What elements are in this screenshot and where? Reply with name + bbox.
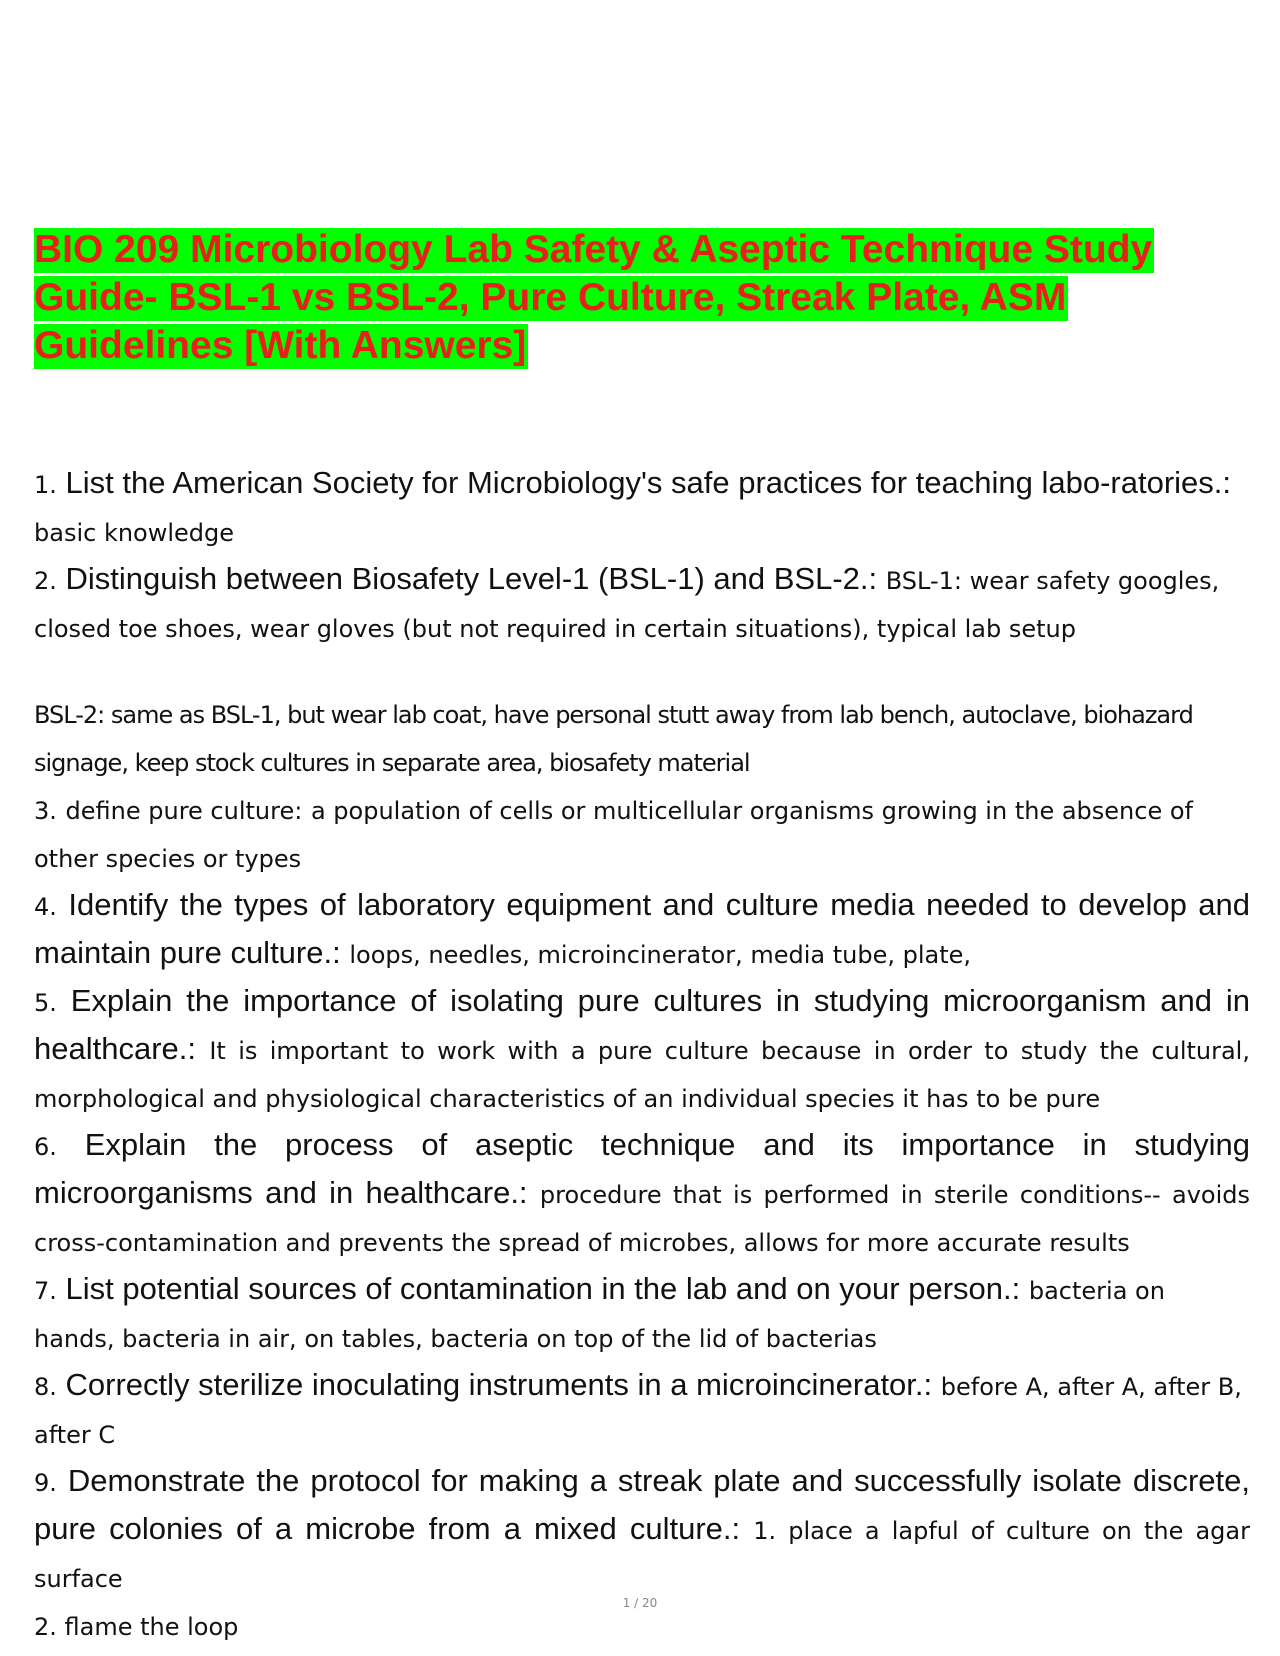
list-item: [34, 460, 1250, 556]
item-number: 7.: [34, 1277, 57, 1305]
item-number: 6.: [34, 1133, 57, 1161]
list-item: [34, 556, 1250, 652]
item-number: 8.: [34, 1373, 57, 1401]
item-answer: loops, needles, microincinerator, media tube, plate,: [349, 941, 971, 969]
item-answer: 1. place a lapful of culture on the agar surface: [34, 1517, 1250, 1593]
item-number: 2.: [34, 567, 57, 595]
question-list: [34, 460, 1250, 1650]
item-question: Identify the types of laboratory equipment and culture media needed to develop and maintain pure culture.:: [34, 887, 1250, 970]
list-item-continuation: [34, 690, 1250, 786]
document-title: [34, 226, 1254, 370]
item-question: Explain the process of aseptic technique and its importance in studying microorganisms and in healthcare.:: [34, 1127, 1250, 1210]
item-question: List the American Society for Microbiology's safe practices for teaching labo-ratories.:: [65, 465, 1232, 500]
list-item: [34, 1362, 1250, 1458]
item-question: List potential sources of contamination in the lab and on your person.:: [65, 1271, 1021, 1306]
item-answer: BSL-1: wear safety googles, closed toe shoes, wear gloves (but not required in certain situations), typical lab setup: [34, 567, 1220, 643]
item-question: Correctly sterilize inoculating instruments in a microincinerator.:: [65, 1367, 933, 1402]
item-answer: procedure that is performed in sterile conditions-- avoids cross-contamination and prevents the spread of microbes, allows for more accurate results: [34, 1181, 1250, 1257]
list-item: [34, 1458, 1250, 1602]
list-item: [34, 1122, 1250, 1266]
list-item: [34, 978, 1250, 1122]
item-question: Distinguish between Biosafety Level-1 (BSL-1) and BSL-2.:: [65, 561, 878, 596]
item-answer: basic knowledge: [34, 519, 235, 547]
item-number: 3.: [34, 797, 57, 825]
list-item: [34, 1266, 1250, 1362]
item-number: 4.: [34, 893, 57, 921]
list-item: [34, 882, 1250, 978]
item-answer: a population of cells or multicellular organisms growing in the absence of other species or types: [34, 797, 1193, 873]
item-question: define pure culture:: [65, 797, 303, 825]
item-answer: before A, after A, after B, after C: [34, 1373, 1242, 1449]
page-number: 1 / 20: [622, 1596, 658, 1610]
item-answer-continuation: BSL-2: same as BSL-1, but wear lab coat, have personal stutt away from lab bench, autoclave, biohazard signage, keep stock cultures in separate area, biosafety material: [34, 701, 1193, 777]
list-item: [34, 786, 1250, 882]
item-answer: It is important to work with a pure culture because in order to study the cultural, morphological and physiological characteristics of an individual species it has to be pure: [34, 1037, 1250, 1113]
item-question: Demonstrate the protocol for making a streak plate and successfully isolate discrete, pure colonies of a microbe from a mixed culture.:: [34, 1463, 1250, 1546]
item-answer-continuation: 2. flame the loop: [34, 1613, 239, 1641]
item-number: 5.: [34, 989, 57, 1017]
item-number: 9.: [34, 1469, 57, 1497]
title-highlight: BIO 209 Microbiology Lab Safety & Aseptic Technique Study Guide- BSL-1 vs BSL-2, Pure Culture, Streak Plate, ASM Guidelines [With Answers]: [34, 228, 1153, 367]
item-answer: bacteria on hands, bacteria in air, on tables, bacteria on top of the lid of bacterias: [34, 1277, 1165, 1353]
item-number: 1.: [34, 471, 57, 499]
paragraph-gap: [34, 652, 1250, 690]
item-question: Explain the importance of isolating pure cultures in studying microorganism and in healthcare.:: [34, 983, 1250, 1066]
